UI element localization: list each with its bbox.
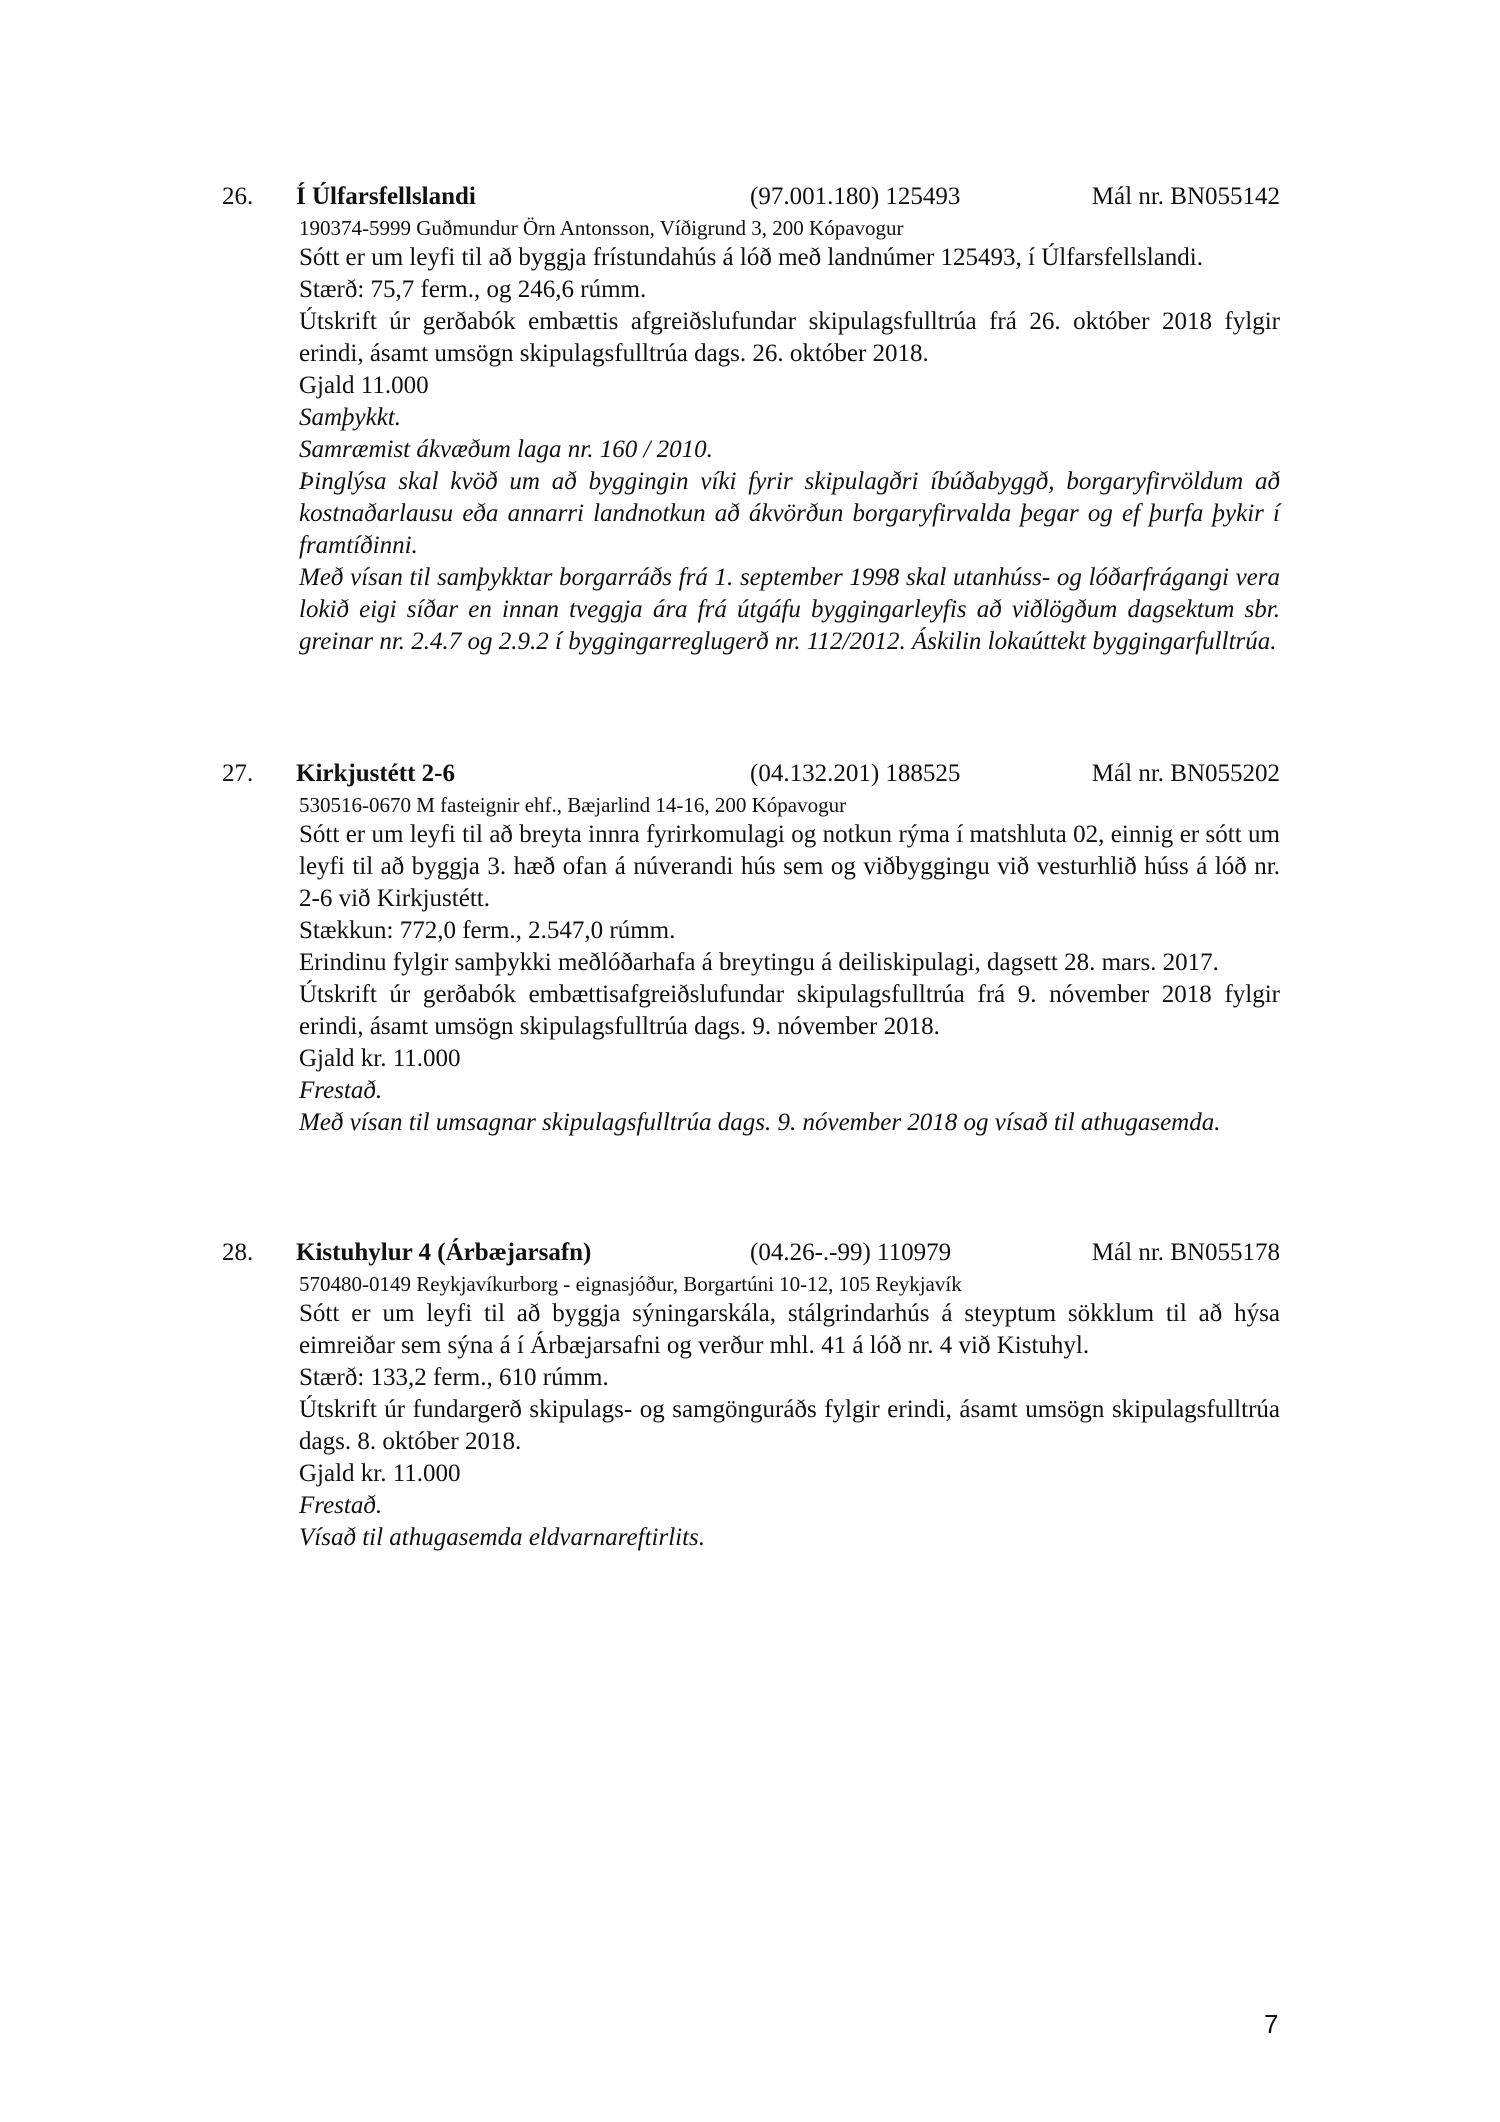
decision: Samþykkt.: [299, 404, 402, 431]
decision-note: Með vísan til umsagnar skipulagsfulltrúa dags. 9. nóvember 2018 og vísað til athugasemda.: [299, 1109, 1221, 1136]
item-reference: (97.001.180) 125493: [750, 183, 961, 210]
item-header: [222, 180, 1280, 214]
decision: Frestað.: [299, 1077, 383, 1104]
decision-note: Þinglýsa skal kvöð um að byggingin víki fyrir skipulagðri íbúðabyggð, borgaryfirvöldum að kostnaðarlausu eða annarri landnotkun að ákvörðun borgaryfirvalda þegar og ef þurfa þykir í framtíðinni.: [299, 468, 1280, 559]
item-reference: (04.26-.-99) 110979: [750, 1239, 952, 1266]
attachment-note: Útskrift úr fundargerð skipulags- og samgönguráðs fylgir erindi, ásamt umsögn skipulagsfulltrúa dags. 8. október 2018.: [299, 1396, 1280, 1455]
applicant: 570480-0149 Reykjavíkurborg - eignasjóður, Borgartúni 10-12, 105 Reykjavík: [299, 1272, 962, 1296]
agenda-item-28: [222, 1236, 1280, 1554]
agenda-item-27: [222, 757, 1280, 1139]
attachment-note: Útskrift úr gerðabók embættis afgreiðslufundar skipulagsfulltrúa frá 26. október 2018 fylgir erindi, ásamt umsögn skipulagsfulltrúa dags. 26. október 2018.: [299, 308, 1280, 367]
item-case-number: Mál nr. BN055178: [1091, 1239, 1280, 1266]
attachment-note: Útskrift úr gerðabók embættisafgreiðslufundar skipulagsfulltrúa frá 9. nóvember 2018 fylgir erindi, ásamt umsögn skipulagsfulltrúa dags. 9. nóvember 2018.: [299, 981, 1280, 1040]
description: Sótt er um leyfi til að byggja frístundahús á lóð með landnúmer 125493, í Úlfarsfellslandi.: [299, 244, 1203, 271]
item-number: 27.: [222, 760, 254, 787]
item-body: [299, 214, 1280, 658]
item-reference: (04.132.201) 188525: [750, 760, 961, 787]
item-title: Í Úlfarsfellslandi: [296, 183, 476, 210]
item-case-number: Mál nr. BN055142: [1091, 183, 1280, 210]
applicant: 190374-5999 Guðmundur Örn Antonsson, Víðigrund 3, 200 Kópavogur: [299, 216, 904, 240]
size: Stækkun: 772,0 ferm., 2.547,0 rúmm.: [299, 917, 676, 944]
attachment-note: Erindinu fylgir samþykki meðlóðarhafa á breytingu á deiliskipulagi, dagsett 28. mars. 2017.: [299, 949, 1219, 976]
item-body: [299, 1270, 1280, 1554]
item-number: 28.: [222, 1239, 254, 1266]
item-header: [222, 757, 1280, 791]
item-body: [299, 791, 1280, 1139]
item-header: [222, 1236, 1280, 1270]
item-title: Kistuhylur 4 (Árbæjarsafn): [296, 1239, 592, 1266]
agenda-item-26: [222, 180, 1280, 658]
page-number: 7: [1264, 2009, 1279, 2039]
description: Sótt er um leyfi til að breyta innra fyrirkomulagi og notkun rýma í matshluta 02, einnig er sótt um leyfi til að byggja 3. hæð ofan á núverandi hús sem og viðbyggingu við vesturhlið húss á lóð nr. 2-6 við Kirkjustétt.: [299, 821, 1280, 912]
decision-note: Samræmist ákvæðum laga nr. 160 / 2010.: [299, 436, 713, 463]
decision-note: Vísað til athugasemda eldvarnareftirlits.: [299, 1524, 706, 1551]
fee: Gjald kr. 11.000: [299, 1045, 461, 1072]
description: Sótt er um leyfi til að byggja sýningarskála, stálgrindarhús á steyptum sökklum til að hýsa eimreiðar sem sýna á í Árbæjarsafni og verður mhl. 41 á lóð nr. 4 við Kistuhyl.: [299, 1300, 1280, 1359]
decision-note: Með vísan til samþykktar borgarráðs frá 1. september 1998 skal utanhúss- og lóðarfrágangi vera lokið eigi síðar en innan tveggja ára frá útgáfu byggingarleyfis að viðlögðum dagsektum sbr. greinar nr. 2.4.7 og 2.9.2 í byggingarreglugerð nr. 112/2012. Áskilin lokaúttekt byggingarfulltrúa.: [299, 564, 1280, 655]
size: Stærð: 133,2 ferm., 610 rúmm.: [299, 1364, 609, 1391]
size: Stærð: 75,7 ferm., og 246,6 rúmm.: [299, 276, 647, 303]
fee: Gjald kr. 11.000: [299, 1460, 461, 1487]
item-case-number: Mál nr. BN055202: [1091, 760, 1280, 787]
decision: Frestað.: [299, 1492, 383, 1519]
applicant: 530516-0670 M fasteignir ehf., Bæjarlind 14-16, 200 Kópavogur: [299, 793, 847, 817]
fee: Gjald 11.000: [299, 372, 429, 399]
item-title: Kirkjustétt 2-6: [296, 760, 455, 787]
item-number: 26.: [222, 183, 254, 210]
